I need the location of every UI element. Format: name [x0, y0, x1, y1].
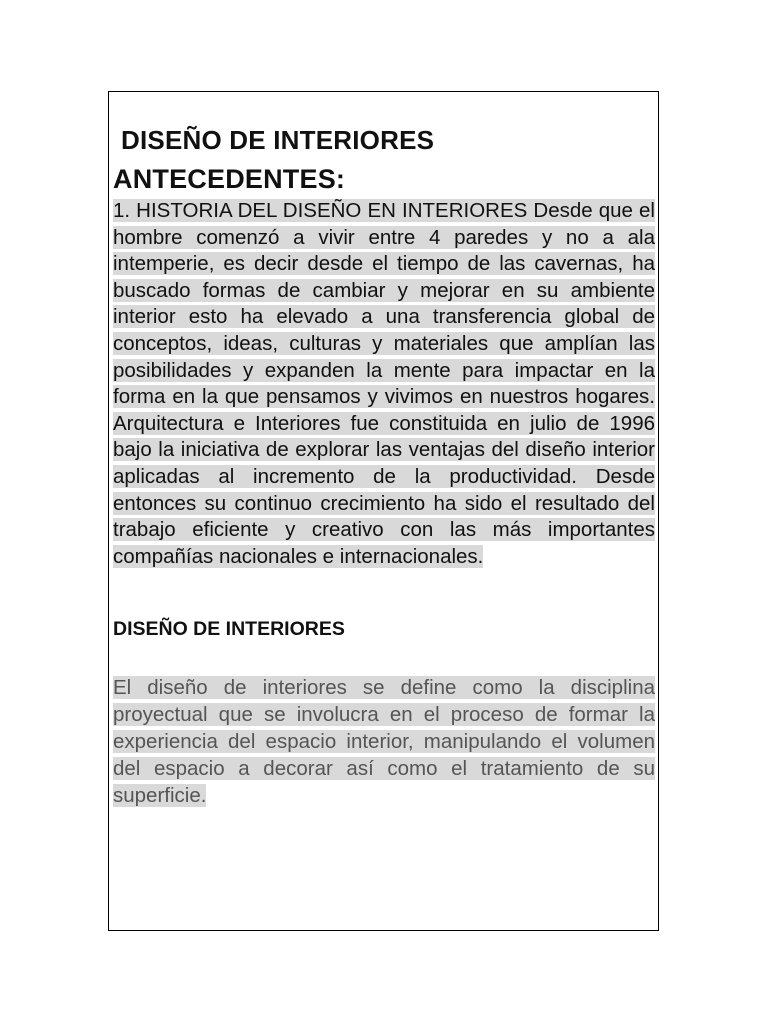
- document-subtitle: ANTECEDENTES:: [113, 164, 346, 194]
- history-paragraph-text: 1. HISTORIA DEL DISEÑO EN INTERIORES Desde que el hombre comenzó a vivir entre 4 paredes y no a ala intemperie, es decir desde el tiempo de las cavernas, ha buscado formas de cambiar y mejorar en su ambiente interior esto ha elevado a una transferencia global de conceptos, ideas, culturas y materiales que amplían las posibilidades y expanden la mente para impactar en la forma en la que pensamos y vivimos en nuestros hogares. Arquitectura e Interiores fue constituida en julio de 1996 bajo la iniciativa de explorar las ventajas del diseño interior aplicadas al incremento de la productividad. Desde entonces su continuo crecimiento ha sido el resultado del trabajo eficiente y creativo con las más importantes compañías nacionales e internacionales.: [113, 199, 655, 568]
- history-paragraph: [113, 198, 655, 570]
- definition-paragraph-text: El diseño de interiores se define como la disciplina proyectual que se involucra en el proceso de formar la experiencia del espacio interior, manipulando el volumen del espacio a decorar así como el tratamiento de su superficie.: [113, 676, 655, 807]
- definition-paragraph: [113, 675, 655, 809]
- section-heading: DISEÑO DE INTERIORES: [113, 618, 345, 641]
- document-content: [113, 120, 655, 809]
- document-title: DISEÑO DE INTERIORES: [121, 125, 435, 155]
